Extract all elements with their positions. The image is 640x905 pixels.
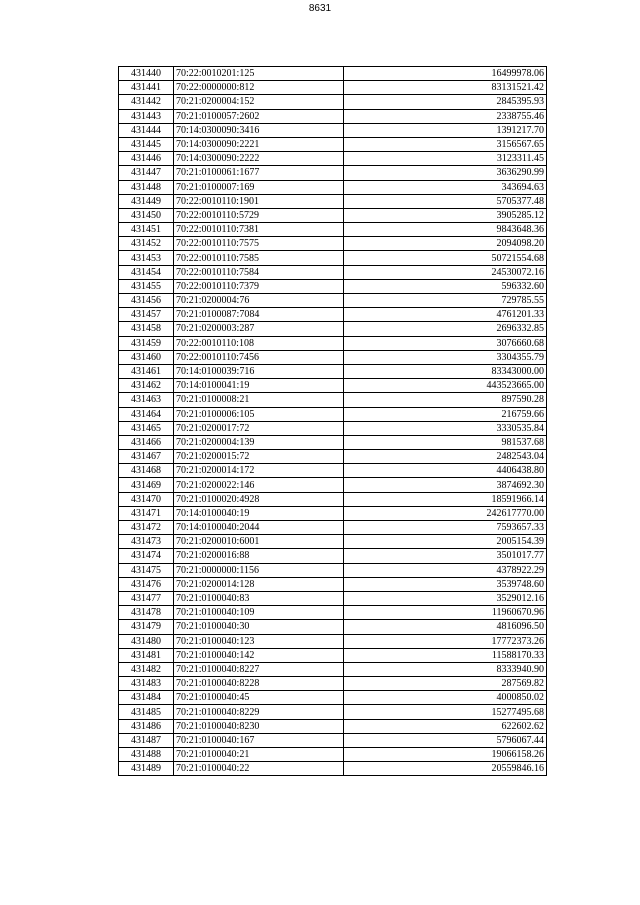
row-number-cell: 431455 [119,279,174,293]
row-number-cell: 431480 [119,634,174,648]
cadastral-number-cell: 70:21:0100057:2602 [174,109,344,123]
cadastral-value-cell: 4000850.02 [344,691,547,705]
table-row [119,691,547,705]
row-number-cell: 431487 [119,733,174,747]
cadastral-value-cell: 16499978.06 [344,67,547,81]
cadastral-number-cell: 70:21:0100040:8229 [174,705,344,719]
cadastral-value-cell: 11960670.96 [344,606,547,620]
cadastral-value-cell: 729785.55 [344,294,547,308]
cadastral-number-cell: 70:22:0010110:5729 [174,208,344,222]
table-row [119,95,547,109]
table-row [119,492,547,506]
row-number-cell: 431477 [119,591,174,605]
cadastral-number-cell: 70:14:0300090:3416 [174,123,344,137]
cadastral-number-cell: 70:21:0100040:83 [174,591,344,605]
row-number-cell: 431440 [119,67,174,81]
cadastral-number-cell: 70:21:0100040:30 [174,620,344,634]
table-row [119,322,547,336]
cadastral-number-cell: 70:21:0200003:287 [174,322,344,336]
cadastral-value-cell: 622602.62 [344,719,547,733]
table-row [119,733,547,747]
cadastral-number-cell: 70:21:0200022:146 [174,478,344,492]
cadastral-number-cell: 70:22:0010110:7575 [174,237,344,251]
cadastral-number-cell: 70:21:0200017:72 [174,421,344,435]
cadastral-value-cell: 3304355.79 [344,350,547,364]
cadastral-value-cell: 3076660.68 [344,336,547,350]
table-row [119,506,547,520]
table-row [119,591,547,605]
row-number-cell: 431467 [119,450,174,464]
cadastral-value-cell: 3874692.30 [344,478,547,492]
cadastral-number-cell: 70:21:0100040:109 [174,606,344,620]
table-row [119,265,547,279]
row-number-cell: 431469 [119,478,174,492]
row-number-cell: 431474 [119,549,174,563]
table-row [119,478,547,492]
cadastral-number-cell: 70:22:0010110:1901 [174,194,344,208]
cadastral-value-cell: 18591966.14 [344,492,547,506]
cadastral-value-cell: 20559846.16 [344,762,547,776]
table-row [119,109,547,123]
row-number-cell: 431483 [119,677,174,691]
row-number-cell: 431488 [119,748,174,762]
cadastral-value-cell: 2696332.85 [344,322,547,336]
row-number-cell: 431451 [119,223,174,237]
cadastral-number-cell: 70:21:0100007:169 [174,180,344,194]
table-row [119,634,547,648]
row-number-cell: 431486 [119,719,174,733]
table-row [119,279,547,293]
row-number-cell: 431466 [119,435,174,449]
cadastral-number-cell: 70:14:0100040:19 [174,506,344,520]
cadastral-value-cell: 2094098.20 [344,237,547,251]
table-row [119,208,547,222]
cadastral-number-cell: 70:21:0100020:4928 [174,492,344,506]
table-row [119,336,547,350]
cadastral-value-cell: 1391217.70 [344,123,547,137]
cadastral-value-cell: 83343000.00 [344,364,547,378]
cadastral-number-cell: 70:21:0100040:142 [174,648,344,662]
cadastral-value-cell: 981537.68 [344,435,547,449]
table-row [119,748,547,762]
page-number: 8631 [308,3,332,14]
table-row [119,308,547,322]
table-row [119,180,547,194]
row-number-cell: 431478 [119,606,174,620]
cadastral-value-cell: 3330535.84 [344,421,547,435]
cadastral-number-cell: 70:21:0200004:139 [174,435,344,449]
table-row [119,166,547,180]
cadastral-value-cell: 3905285.12 [344,208,547,222]
row-number-cell: 431473 [119,535,174,549]
cadastral-value-cell: 24530072.16 [344,265,547,279]
table-row [119,223,547,237]
cadastral-number-cell: 70:21:0200014:128 [174,577,344,591]
table-row [119,535,547,549]
row-number-cell: 431484 [119,691,174,705]
row-number-cell: 431446 [119,152,174,166]
cadastral-number-cell: 70:22:0010110:7379 [174,279,344,293]
table-row [119,705,547,719]
row-number-cell: 431475 [119,563,174,577]
cadastral-value-cell: 2845395.93 [344,95,547,109]
cadastral-value-cell: 17772373.26 [344,634,547,648]
cadastral-value-cell: 242617770.00 [344,506,547,520]
cadastral-number-cell: 70:14:0300090:2222 [174,152,344,166]
cadastral-value-cell: 3539748.60 [344,577,547,591]
cadastral-number-cell: 70:21:0000000:1156 [174,563,344,577]
table-row [119,662,547,676]
cadastral-value-cell: 343694.63 [344,180,547,194]
row-number-cell: 431442 [119,95,174,109]
table-row [119,237,547,251]
row-number-cell: 431463 [119,393,174,407]
cadastral-number-cell: 70:21:0100040:8230 [174,719,344,733]
table-row [119,194,547,208]
table-row [119,152,547,166]
cadastral-number-cell: 70:21:0100006:105 [174,407,344,421]
cadastral-value-cell: 7593657.33 [344,521,547,535]
table-row [119,393,547,407]
row-number-cell: 431457 [119,308,174,322]
cadastral-value-cell: 3501017.77 [344,549,547,563]
cadastral-number-cell: 70:14:0100040:2044 [174,521,344,535]
cadastral-number-cell: 70:21:0200016:88 [174,549,344,563]
cadastral-number-cell: 70:21:0100061:1677 [174,166,344,180]
cadastral-number-cell: 70:21:0100040:167 [174,733,344,747]
table-row [119,421,547,435]
cadastral-value-cell: 5796067.44 [344,733,547,747]
row-number-cell: 431460 [119,350,174,364]
cadastral-number-cell: 70:22:0010110:108 [174,336,344,350]
row-number-cell: 431481 [119,648,174,662]
cadastral-number-cell: 70:21:0100040:21 [174,748,344,762]
row-number-cell: 431468 [119,464,174,478]
cadastral-value-cell: 8333940.90 [344,662,547,676]
cadastral-value-cell: 9843648.36 [344,223,547,237]
row-number-cell: 431489 [119,762,174,776]
cadastral-value-cell: 443523665.00 [344,379,547,393]
cadastral-number-cell: 70:21:0100040:8227 [174,662,344,676]
table-row [119,251,547,265]
cadastral-number-cell: 70:21:0200010:6001 [174,535,344,549]
row-number-cell: 431453 [119,251,174,265]
cadastral-value-cell: 83131521.42 [344,81,547,95]
table-row [119,364,547,378]
table-row [119,407,547,421]
row-number-cell: 431464 [119,407,174,421]
row-number-cell: 431449 [119,194,174,208]
cadastral-value-cell: 2338755.46 [344,109,547,123]
table-row [119,648,547,662]
cadastral-value-cell: 596332.60 [344,279,547,293]
cadastral-value-cell: 2005154.39 [344,535,547,549]
table-row [119,379,547,393]
cadastral-number-cell: 70:22:0010110:7381 [174,223,344,237]
row-number-cell: 431470 [119,492,174,506]
row-number-cell: 431476 [119,577,174,591]
table-row [119,549,547,563]
cadastral-value-cell: 4816096.50 [344,620,547,634]
row-number-cell: 431456 [119,294,174,308]
cadastral-value-cell: 11588170.33 [344,648,547,662]
table-row [119,435,547,449]
cadastral-value-cell: 5705377.48 [344,194,547,208]
cadastral-value-cell: 15277495.68 [344,705,547,719]
table-row [119,606,547,620]
row-number-cell: 431482 [119,662,174,676]
registry-table-body [119,67,547,776]
cadastral-number-cell: 70:21:0100087:7084 [174,308,344,322]
cadastral-value-cell: 50721554.68 [344,251,547,265]
cadastral-number-cell: 70:21:0100040:22 [174,762,344,776]
table-row [119,67,547,81]
table-row [119,450,547,464]
cadastral-value-cell: 3156567.65 [344,137,547,151]
row-number-cell: 431465 [119,421,174,435]
row-number-cell: 431445 [119,137,174,151]
row-number-cell: 431471 [119,506,174,520]
cadastral-number-cell: 70:21:0100008:21 [174,393,344,407]
cadastral-number-cell: 70:21:0200004:152 [174,95,344,109]
row-number-cell: 431452 [119,237,174,251]
table-row [119,762,547,776]
cadastral-value-cell: 4406438.80 [344,464,547,478]
row-number-cell: 431479 [119,620,174,634]
row-number-cell: 431443 [119,109,174,123]
table-row [119,350,547,364]
row-number-cell: 431448 [119,180,174,194]
cadastral-number-cell: 70:14:0100039:716 [174,364,344,378]
cadastral-number-cell: 70:21:0200015:72 [174,450,344,464]
row-number-cell: 431458 [119,322,174,336]
cadastral-number-cell: 70:21:0100040:8228 [174,677,344,691]
row-number-cell: 431459 [119,336,174,350]
table-row [119,464,547,478]
cadastral-number-cell: 70:21:0100040:45 [174,691,344,705]
cadastral-number-cell: 70:14:0100041:19 [174,379,344,393]
cadastral-value-cell: 4761201.33 [344,308,547,322]
cadastral-value-cell: 3123311.45 [344,152,547,166]
cadastral-number-cell: 70:22:0010110:7456 [174,350,344,364]
table-row [119,81,547,95]
cadastral-number-cell: 70:14:0300090:2221 [174,137,344,151]
cadastral-value-cell: 287569.82 [344,677,547,691]
cadastral-number-cell: 70:21:0100040:123 [174,634,344,648]
table-row [119,563,547,577]
row-number-cell: 431444 [119,123,174,137]
cadastral-value-cell: 897590.28 [344,393,547,407]
row-number-cell: 431472 [119,521,174,535]
cadastral-number-cell: 70:22:0010110:7584 [174,265,344,279]
cadastral-value-cell: 2482543.04 [344,450,547,464]
row-number-cell: 431454 [119,265,174,279]
table-row [119,577,547,591]
row-number-cell: 431447 [119,166,174,180]
cadastral-number-cell: 70:22:0000000:812 [174,81,344,95]
table-row [119,521,547,535]
cadastral-value-cell: 216759.66 [344,407,547,421]
cadastral-number-cell: 70:22:0010110:7585 [174,251,344,265]
table-row [119,294,547,308]
cadastral-value-cell: 4378922.29 [344,563,547,577]
row-number-cell: 431461 [119,364,174,378]
row-number-cell: 431485 [119,705,174,719]
cadastral-number-cell: 70:22:0010201:125 [174,67,344,81]
table-row [119,677,547,691]
table-row [119,620,547,634]
row-number-cell: 431441 [119,81,174,95]
registry-table [118,66,547,776]
row-number-cell: 431450 [119,208,174,222]
table-row [119,123,547,137]
cadastral-value-cell: 19066158.26 [344,748,547,762]
row-number-cell: 431462 [119,379,174,393]
table-row [119,137,547,151]
cadastral-value-cell: 3529012.16 [344,591,547,605]
cadastral-value-cell: 3636290.99 [344,166,547,180]
cadastral-number-cell: 70:21:0200014:172 [174,464,344,478]
table-row [119,719,547,733]
cadastral-number-cell: 70:21:0200004:76 [174,294,344,308]
